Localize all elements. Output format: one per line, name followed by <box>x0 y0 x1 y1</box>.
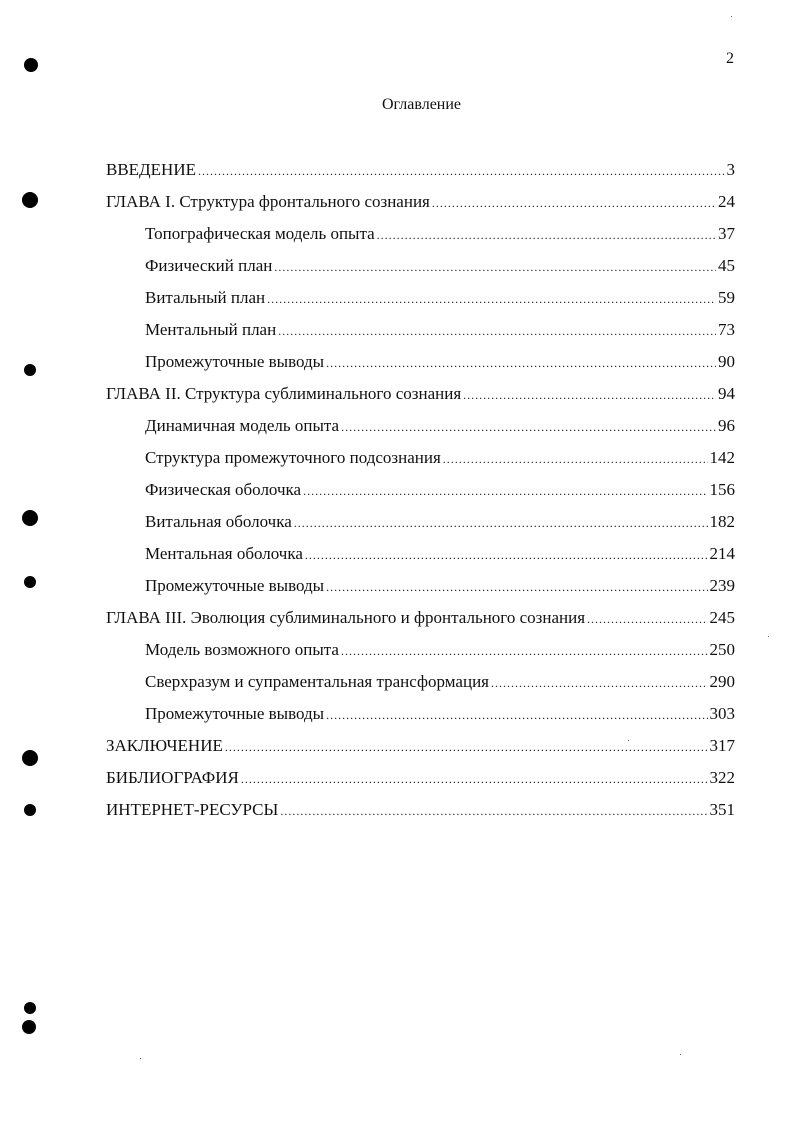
toc-entry-label: Физический план <box>145 256 273 275</box>
toc-leader-dots <box>326 351 716 375</box>
toc-chapter-entry <box>106 190 735 214</box>
toc-section-entry <box>145 254 735 278</box>
binding-hole <box>24 804 36 816</box>
toc-entry-label: ЗАКЛЮЧЕНИЕ <box>106 736 223 755</box>
toc-entry-page: 351 <box>709 800 735 819</box>
toc-entry-label: Топографическая модель опыта <box>145 224 375 243</box>
toc-chapter-entry <box>106 158 735 182</box>
toc-section-entry <box>145 574 735 598</box>
toc-leader-dots <box>241 767 708 791</box>
toc-leader-dots <box>463 383 716 407</box>
toc-leader-dots <box>294 511 708 535</box>
toc-entry-label: Структура промежуточного подсознания <box>145 448 441 467</box>
binding-hole <box>24 576 36 588</box>
toc-chapter-entry <box>106 382 735 406</box>
toc-leader-dots <box>278 319 716 343</box>
binding-hole <box>22 510 38 526</box>
toc-entry-page: 156 <box>709 480 735 499</box>
toc-chapter-entry <box>106 798 735 822</box>
toc-leader-dots <box>326 703 707 727</box>
toc-entry-page: 250 <box>709 640 735 659</box>
scan-speck <box>768 636 769 637</box>
binding-hole <box>22 1020 36 1034</box>
toc-entry-label: Витальная оболочка <box>145 512 292 531</box>
toc-entry-label: ГЛАВА III. Эволюция сублиминального и фронтального сознания <box>106 608 586 627</box>
scan-speck <box>680 1054 681 1055</box>
toc-entry-label: Промежуточные выводы <box>145 704 325 723</box>
toc-entry-page: 317 <box>709 736 735 755</box>
binding-hole <box>22 750 38 766</box>
scan-speck <box>140 1058 141 1059</box>
binding-hole <box>22 192 38 208</box>
toc-entry-page: 322 <box>709 768 735 787</box>
toc-entry-label: Промежуточные выводы <box>145 576 325 595</box>
toc-leader-dots <box>341 639 708 663</box>
toc-section-entry <box>145 638 735 662</box>
toc-entry-label: Промежуточные выводы <box>145 352 325 371</box>
toc-entry-label: Ментальный план <box>145 320 277 339</box>
toc-entry-page: 245 <box>709 608 735 627</box>
toc-leader-dots <box>341 415 716 439</box>
toc-entry-page: 90 <box>718 352 735 371</box>
toc-chapter-entry <box>106 766 735 790</box>
toc-entry-page: 37 <box>718 224 735 243</box>
toc-leader-dots <box>267 287 716 311</box>
toc-entry-label: Модель возможного опыта <box>145 640 339 659</box>
toc-section-entry <box>145 414 735 438</box>
toc-entry-page: 45 <box>718 256 735 275</box>
toc-entry-label: Динамичная модель опыта <box>145 416 340 435</box>
toc-entry-label: ГЛАВА II. Структура сублиминального сознания <box>106 384 462 403</box>
toc-leader-dots <box>198 159 725 183</box>
toc-leader-dots <box>280 799 707 823</box>
toc-leader-dots <box>326 575 707 599</box>
binding-hole <box>24 58 38 72</box>
toc-entry-label: Физическая оболочка <box>145 480 302 499</box>
binding-hole <box>24 364 36 376</box>
toc-leader-dots <box>432 191 716 215</box>
toc-section-entry <box>145 478 735 502</box>
toc-entry-page: 142 <box>709 448 735 467</box>
toc-entry-label: Ментальная оболочка <box>145 544 303 563</box>
toc-section-entry <box>145 702 735 726</box>
toc-leader-dots <box>225 735 708 759</box>
toc-entry-page: 73 <box>718 320 735 339</box>
toc-entry-page: 182 <box>709 512 735 531</box>
toc-entry-label: ИНТЕРНЕТ-РЕСУРСЫ <box>106 800 279 819</box>
toc-leader-dots <box>377 223 716 247</box>
toc-leader-dots <box>443 447 708 471</box>
toc-entry-page: 3 <box>726 160 735 179</box>
toc-entry-page: 214 <box>709 544 735 563</box>
toc-entry-page: 96 <box>718 416 735 435</box>
toc-entry-page: 239 <box>709 576 735 595</box>
toc-section-entry <box>145 318 735 342</box>
toc-entry-page: 59 <box>718 288 735 307</box>
toc-entry-page: 290 <box>709 672 735 691</box>
toc-leader-dots <box>274 255 716 279</box>
page-number: 2 <box>726 50 734 67</box>
binding-hole <box>24 1002 36 1014</box>
toc-entry-label: ВВЕДЕНИЕ <box>106 160 196 179</box>
toc-entry-page: 94 <box>718 384 735 403</box>
toc-section-entry <box>145 350 735 374</box>
toc-entry-label: Витальный план <box>145 288 266 307</box>
toc-entry-label: БИБЛИОГРАФИЯ <box>106 768 239 787</box>
toc-entry-page: 24 <box>718 192 735 211</box>
toc-section-entry <box>145 446 735 470</box>
toc-leader-dots <box>303 479 707 503</box>
toc-section-entry <box>145 670 735 694</box>
toc-section-entry <box>145 542 735 566</box>
toc-entry-label: ГЛАВА I. Структура фронтального сознания <box>106 192 430 211</box>
toc-entry-label: Сверхразум и супраментальная трансформация <box>145 672 489 691</box>
toc-section-entry <box>145 286 735 310</box>
toc-chapter-entry <box>106 606 735 630</box>
toc-leader-dots <box>587 607 707 631</box>
toc-leader-dots <box>491 671 708 695</box>
toc-section-entry <box>145 222 735 246</box>
toc-chapter-entry <box>106 734 735 758</box>
toc-section-entry <box>145 510 735 534</box>
toc-leader-dots <box>305 543 708 567</box>
page-title: Оглавление <box>381 96 462 113</box>
scan-speck <box>731 16 732 17</box>
toc-entry-page: 303 <box>709 704 735 723</box>
